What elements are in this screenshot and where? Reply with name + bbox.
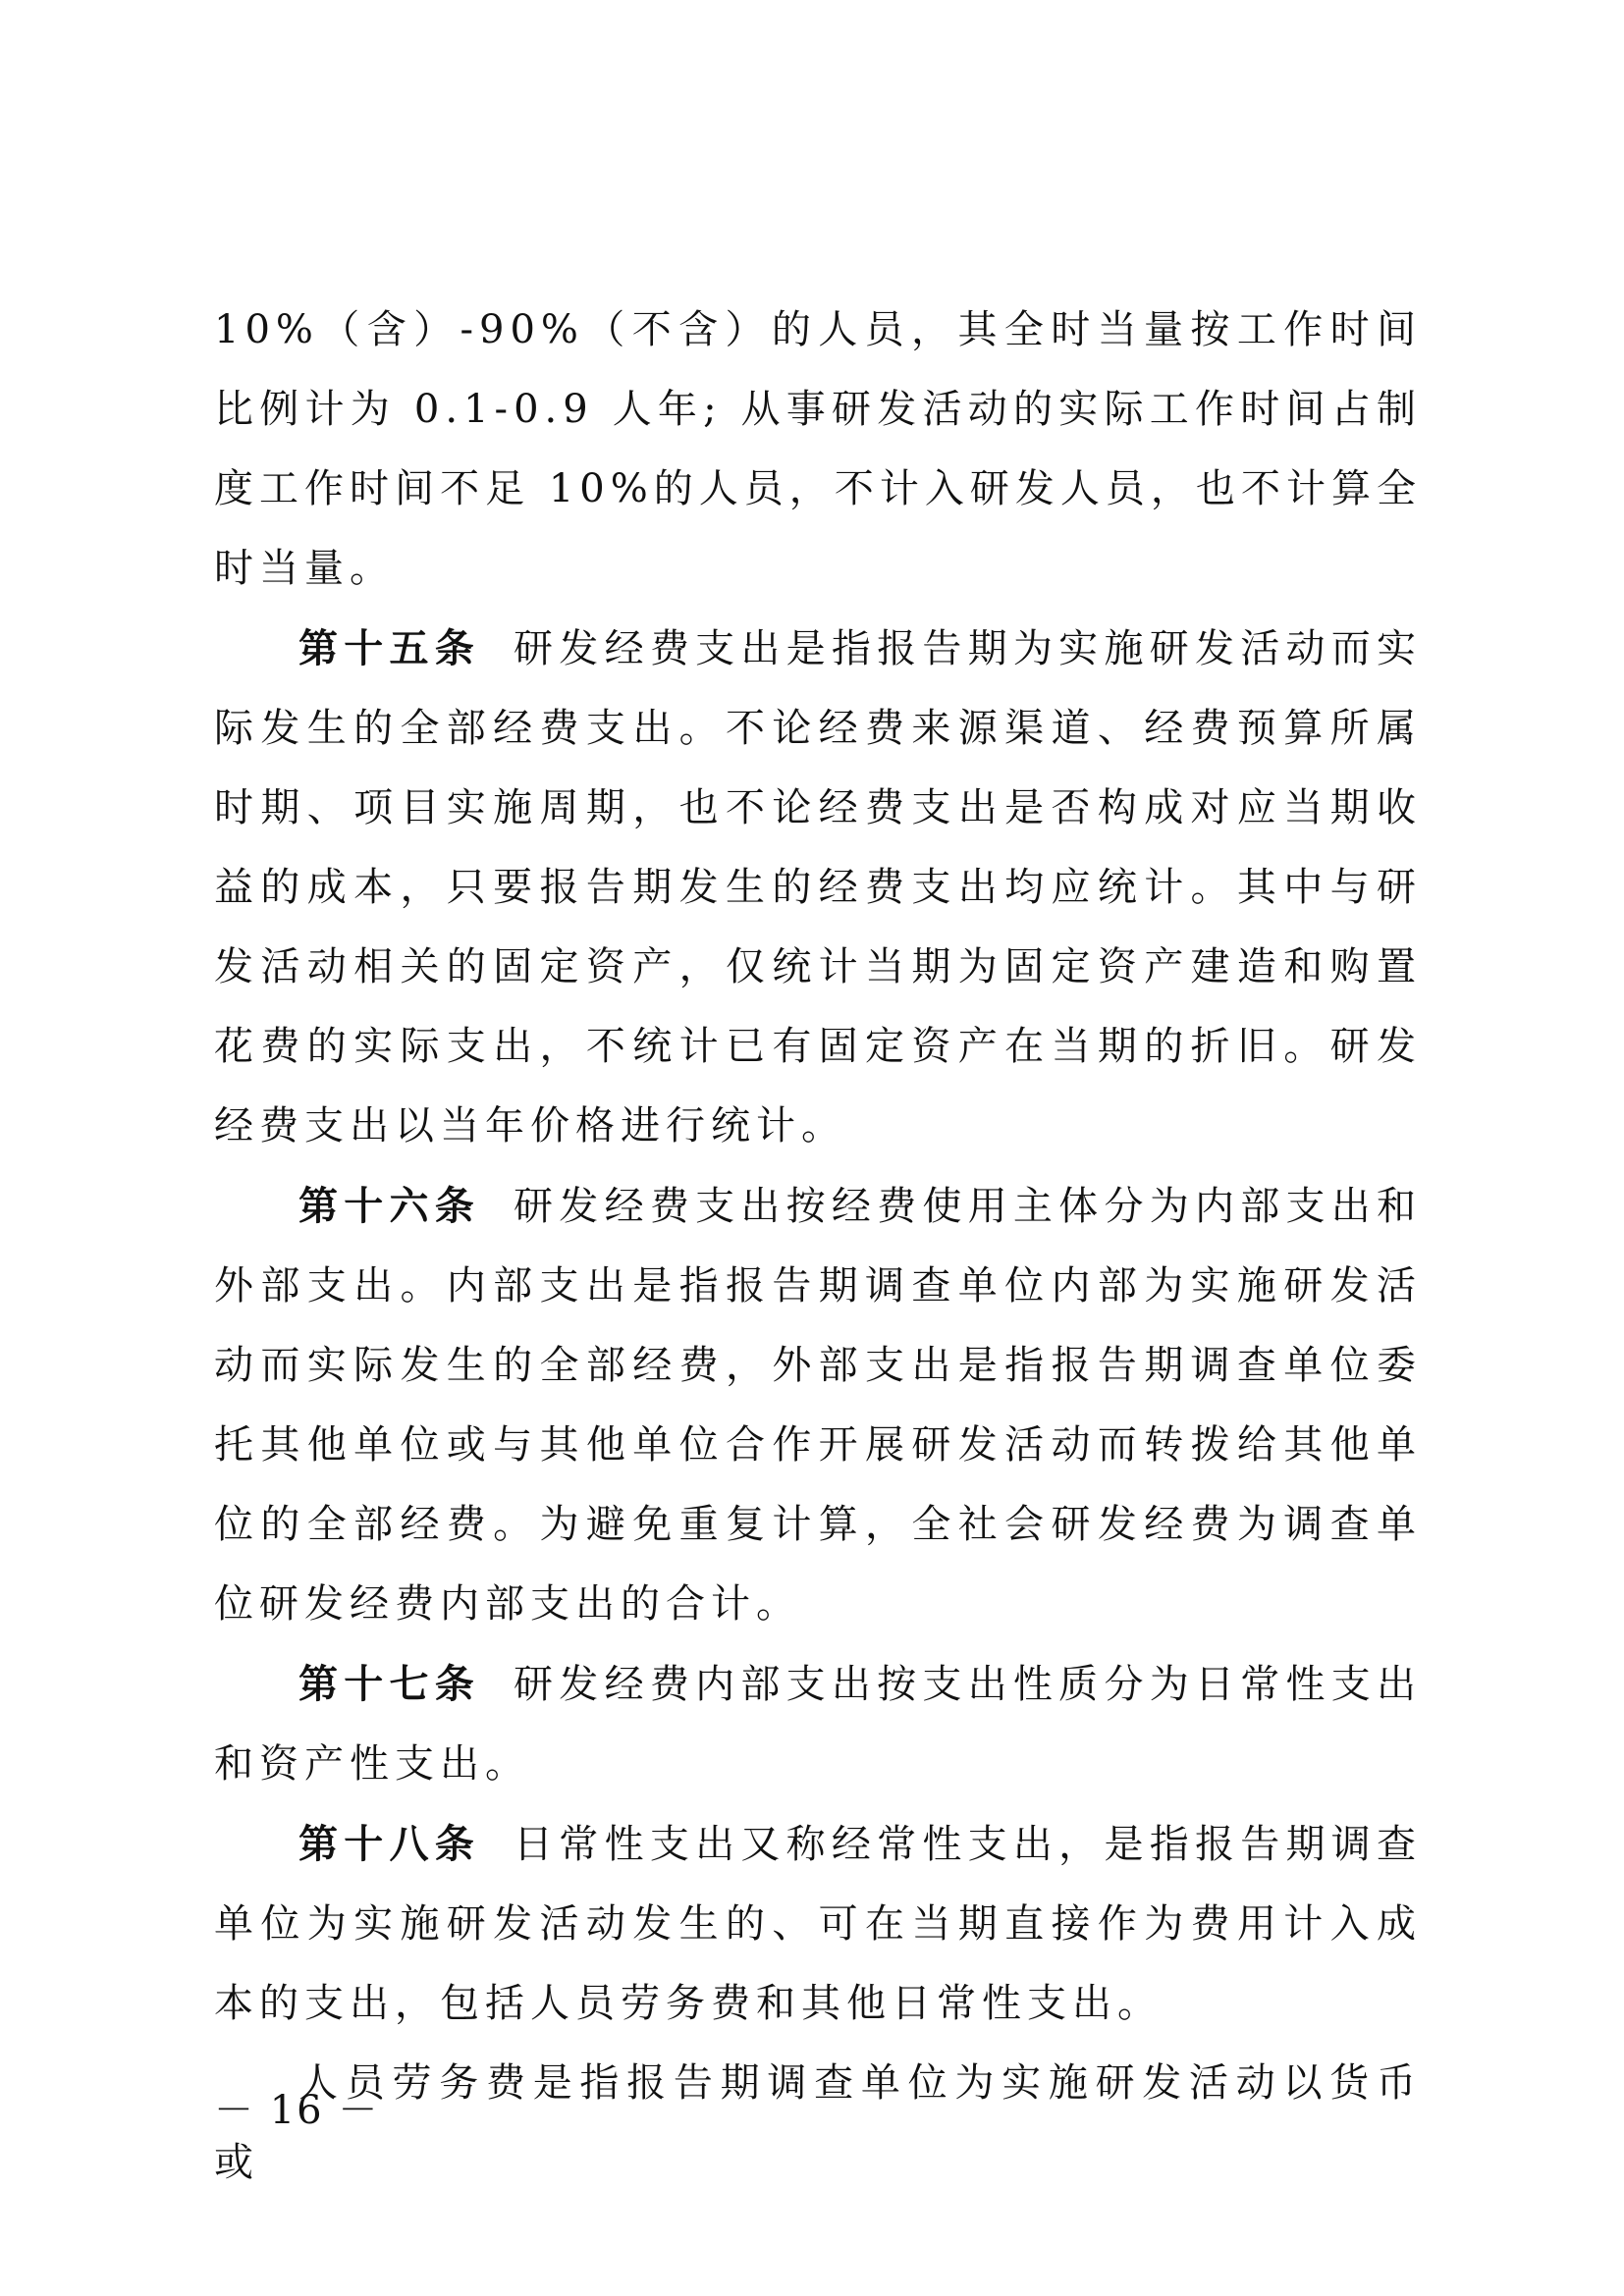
paragraph-text: 10%（含）-90%（不含）的人员，其全时当量按工作时间比例计为 0.1-0.9 人年; 从事研发活动的实际工作时间占制度工作时间不足 10%的人员，不计入研发人员，也不计算全时当量。 <box>214 307 1422 591</box>
article-heading: 第十六条 <box>298 1183 481 1229</box>
paragraph-article-15 <box>214 609 1422 1166</box>
paragraph-text: 研发经费内部支出按支出性质分为日常性支出和资产性支出。 <box>214 1662 1423 1787</box>
article-heading: 第十七条 <box>298 1661 481 1707</box>
article-heading: 第十八条 <box>298 1821 481 1867</box>
paragraph-text: 人员劳务费是指报告期调查单位为实施研发活动以货币或 <box>214 2060 1422 2185</box>
document-body <box>214 291 1422 2203</box>
paragraph-text: 日常性支出又称经常性支出，是指报告期调查单位为实施研发活动发生的、可在当期直接作为费用计入成本的支出，包括人员劳务费和其他日常性支出。 <box>214 1822 1423 2026</box>
paragraph-text: 研发经费支出是指报告期为实施研发活动而实际发生的全部经费支出。不论经费来源渠道、经费预算所属时期、项目实施周期，也不论经费支出是否构成对应当期收益的成本，只要报告期发生的经费支出均应统计。其中与研发活动相关的固定资产，仅统计当期为固定资产建造和购置花费的实际支出，不统计已有固定资产在当期的折旧。研发经费支出以当年价格进行统计。 <box>214 626 1423 1148</box>
paragraph-article-18 <box>214 1804 1422 2044</box>
paragraph-article-16 <box>214 1166 1422 1644</box>
paragraph-article-17 <box>214 1644 1422 1804</box>
paragraph-continuation <box>214 291 1422 609</box>
page-number: － 16 － <box>214 2088 380 2133</box>
paragraph-labor-cost <box>214 2044 1422 2203</box>
article-heading: 第十五条 <box>298 625 481 671</box>
paragraph-text: 研发经费支出按经费使用主体分为内部支出和外部支出。内部支出是指报告期调查单位内部为实施研发活动而实际发生的全部经费，外部支出是指报告期调查单位委托其他单位或与其他单位合作开展研发活动而转拨给其他单位的全部经费。为避免重复计算，全社会研发经费为调查单位研发经费内部支出的合计。 <box>214 1184 1423 1627</box>
